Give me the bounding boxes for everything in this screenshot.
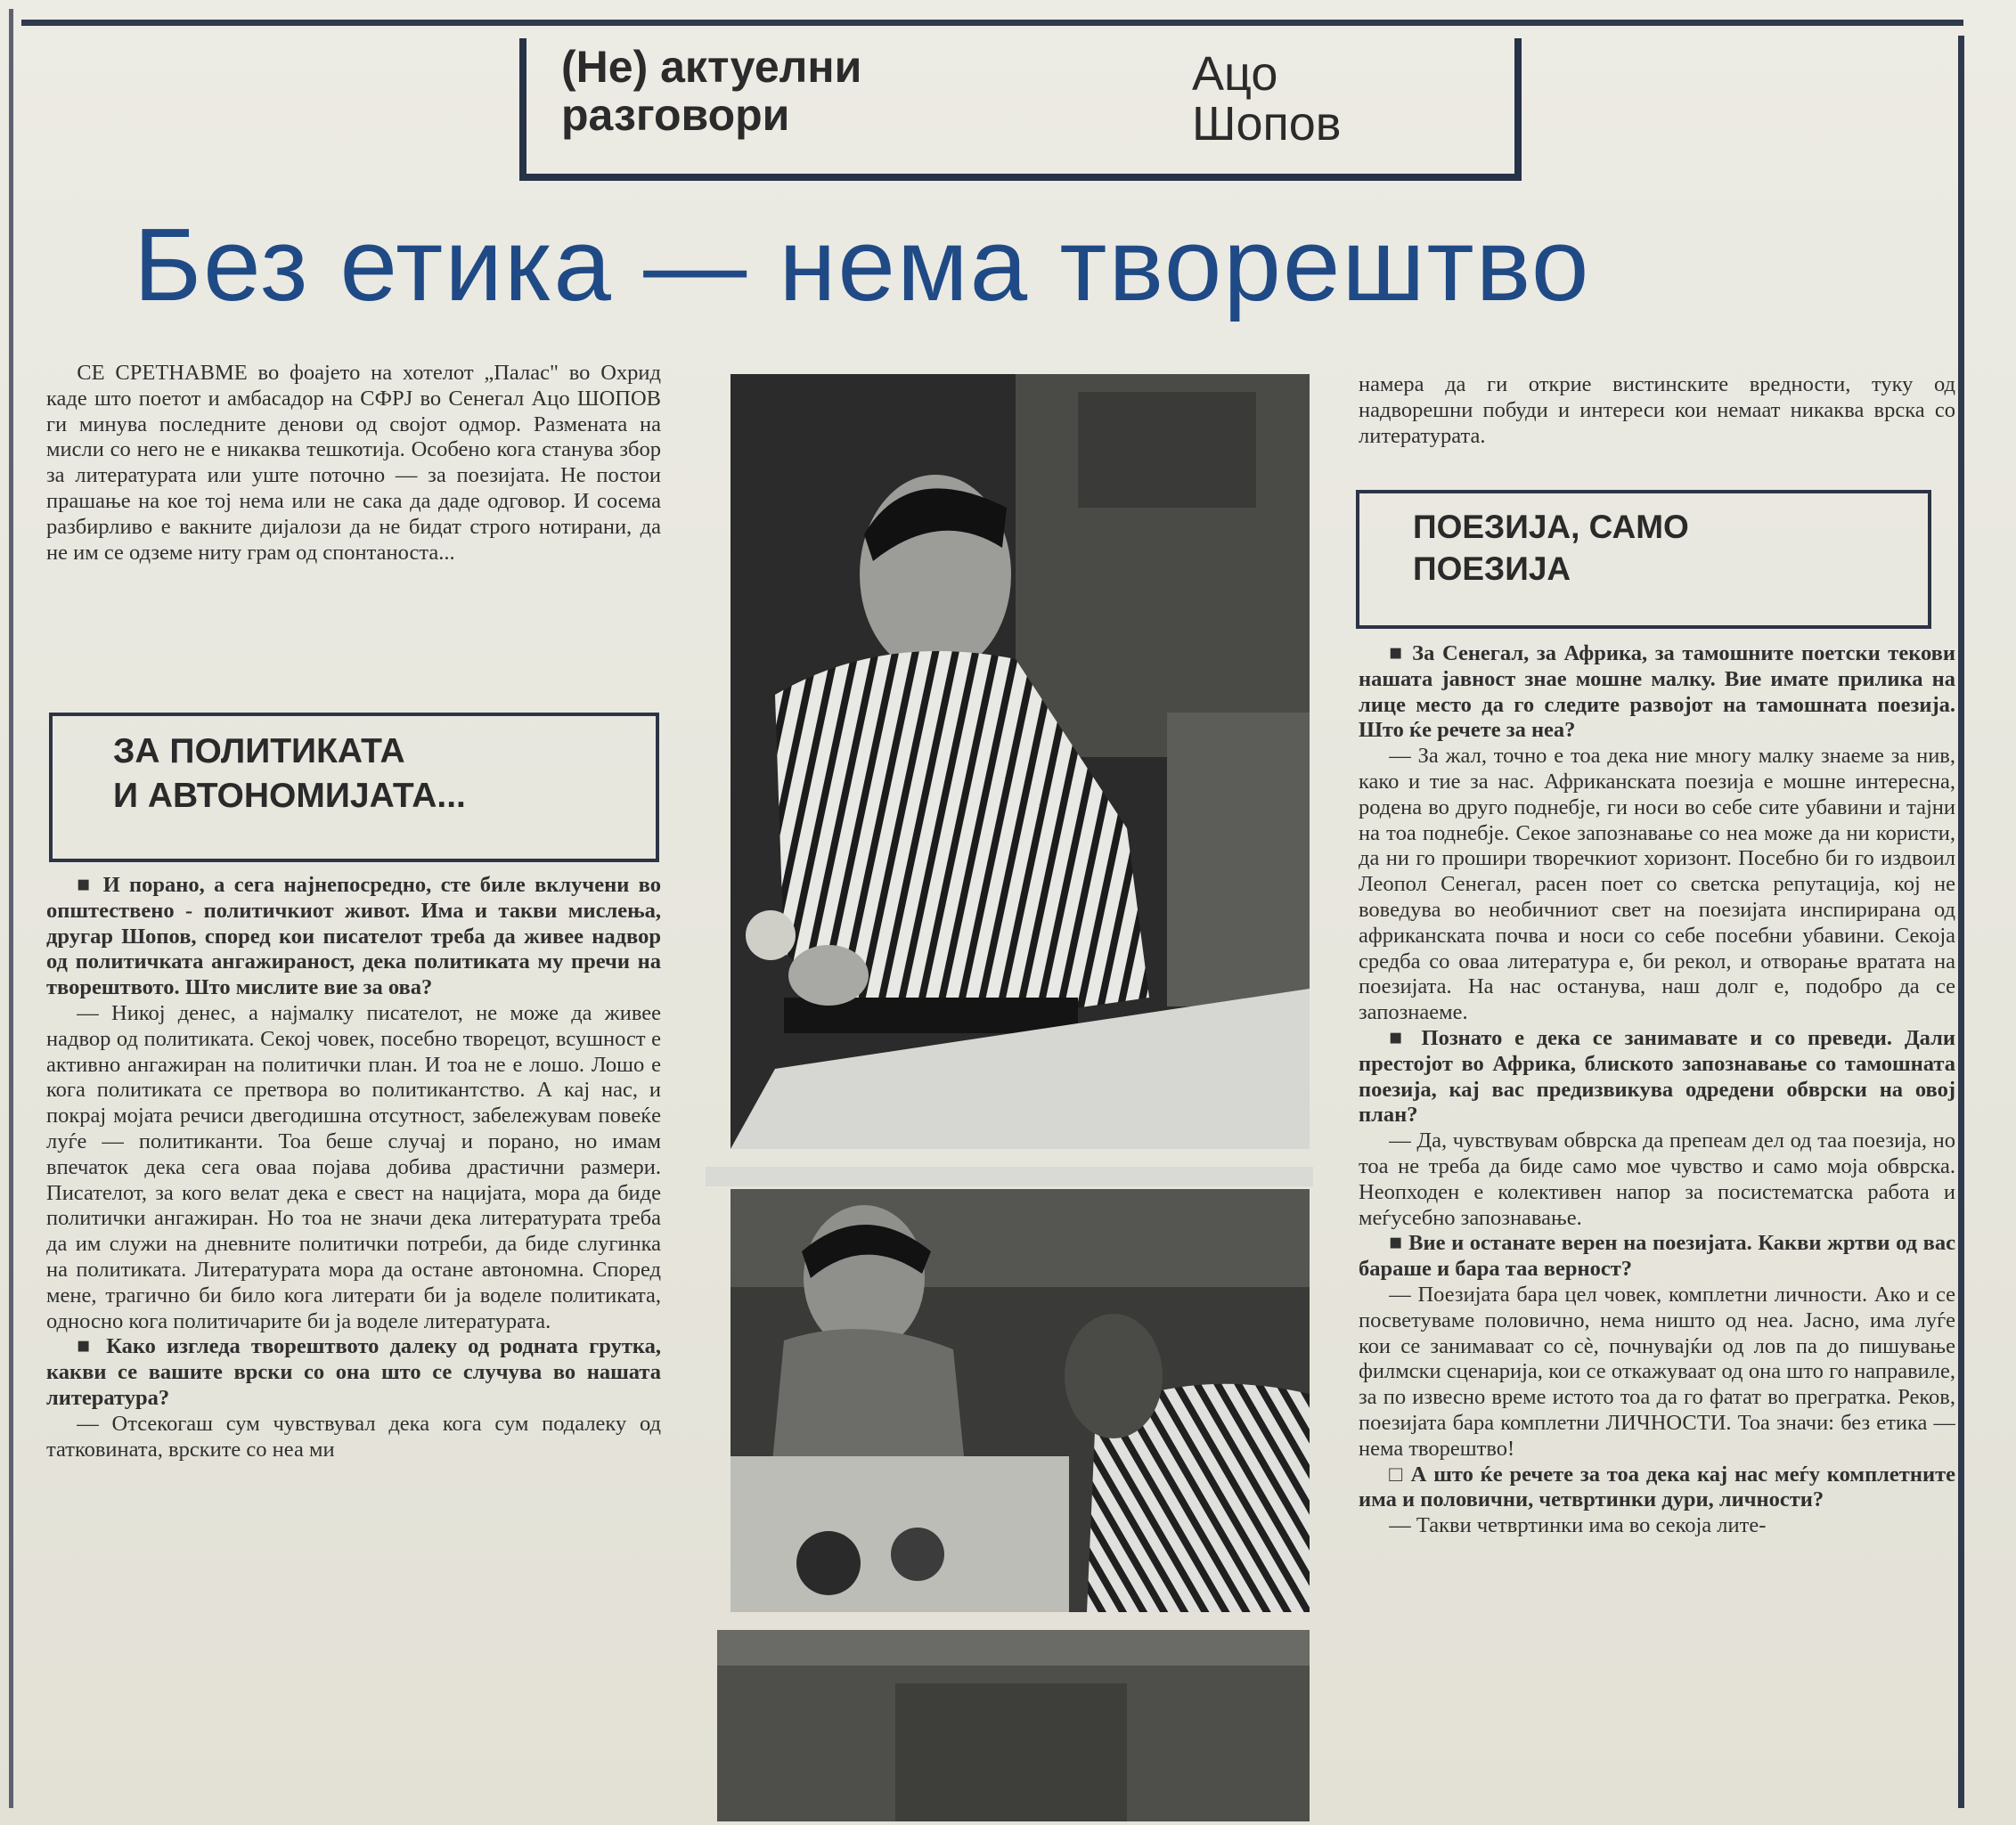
frame-top-rule (21, 20, 1963, 26)
answer-paragraph: — Поезијата бара цел човек, комплетни личности. Ако и се посветуваме половично, нема ништо од неа. Јасно, има луѓе кои се занимаваат со сè, почнувајќи од лов па до пишување филмски сценарија, кои се откажуваат од она што го направиле, за по извесно време истото тоа да го фатат во прегратка. Реков, поезијата бара комплетни ЛИЧНОСТИ. Тоа значи: без етика — нема творештво! (1359, 1282, 1955, 1461)
question-paragraph: ■ За Сенегал, за Африка, за тамошните поетски текови нашата јавност знае мошне малку. Вие имате прилика на лице место да го следите развојот на тамошната поезија. Што ќе речете за неа? (1359, 641, 1955, 743)
answer-paragraph: — За жал, точно е тоа дека ние многу малку знаеме за нив, како и тие за нас. Африканската поезија е мошне интересна, родена во друго поднебје, ги носи во себе сите убавини и тајни на тоа поднебје. Секое запознавање со неа може да ни користи, да ни го прошири творечкиот хоризонт. Посебно би го издвоил Леопол Сенегал, расен поет со светска репутација, кој не воведува во необичниот свет на поезијата инспирирана од африканската почва и носи со себе посебни убавини. Секоја средба со оваа литература е, би рекол, и отворање вратата на поезијата. На нас останува, наш долг е, подобро да се запознаеме. (1359, 744, 1955, 1025)
frame-right-rule (1958, 36, 1964, 1808)
portrait-photo-image (730, 374, 1310, 1149)
bottom-photo-strip (717, 1630, 1310, 1821)
frame-left-rule (9, 9, 13, 1808)
table-scene-photo-image (730, 1189, 1310, 1612)
right-column-text (1359, 641, 1955, 1821)
question-text: А што ќе речете за тоа дека кај нас меѓу комплетните има и половични, четвртинки дури, личности? (1359, 1462, 1955, 1512)
right-subheading: ПОЕЗИЈА, САМО ПОЕЗИЈА (1356, 490, 1931, 629)
question-paragraph: □ А што ќе речете за тоа дека кај нас меѓу комплетните има и половични, четвртинки дури, личности? (1359, 1462, 1955, 1512)
continued-paragraph: намера да ги открие вистинските вредности, туку од надворешни побуди и интереси кои немаат никаква врска со литературата. (1359, 372, 1955, 448)
question-text: И порано, а сега најнепосредно, сте биле вклучени во општествено - политичкиот живот. Има и такви мислења, другар Шопов, според кои писателот треба да живее надвор од политичката ангажираност, дека политиката му пречи на творештвото. Што мислите вие за ова? (46, 873, 661, 1000)
portrait-photo (730, 374, 1310, 1149)
photo-separator (706, 1167, 1313, 1186)
right-column-top-text (1359, 372, 1955, 449)
question-paragraph: ■ Како изгледа творештвото далеку од родната грутка, какви се вашите врски со она што се случува во нашата литература? (46, 1334, 661, 1410)
left-column-text (46, 873, 661, 1821)
article-headline: Без етика — нема творештво (134, 207, 1591, 322)
answer-paragraph: — Отсекогаш сум чувствувал дека кога сум подалеку од татковината, врските со неа ми (46, 1411, 661, 1462)
answer-paragraph: — Никој денес, а најмалку писателот, не може да живее надвор од политиката. Секој човек, посебно творецот, всушност е активно ангажиран на политички план. И тоа не е лошо. Лошо е кога политиката се претвора во политикантство. А кај нас, и покрај мојата речиси двегодишна отсутност, забележувам повеќе луѓе — политиканти. Тоа беше случај и порано, но имам впечаток дека сега оваа појава добива драстични размери. Писателот, за кого велат дека е свест на нацијата, мора да биде политички ангажиран. Но тоа не значи дека литературата треба да им служи на дневните политички потреби, да биде слугинка на политиката. Литературата мора да остане автономна. Според мене, трагично би било кога литерати би ја воделе политиката, односно кога политичарите би ја воделе литературата. (46, 1000, 661, 1333)
bottom-photo-image (717, 1630, 1310, 1821)
left-subheading: ЗА ПОЛИТИКАТА И АВТОНОМИЈАТА... (49, 713, 659, 862)
question-paragraph: ■ И порано, а сега најнепосредно, сте биле вклучени во општествено - политичкиот живот. Има и такви мислења, другар Шопов, според кои писателот треба да живее надвор од политичката ангажираност, дека политиката му пречи на творештвото. Што мислите вие за ова? (46, 873, 661, 1000)
question-paragraph: ■ Познато е дека се занимавате и со преведи. Дали престојот во Африка, блиското запознавање со тамошната поезија, кај вас предизвикува одредени обврски на овој план? (1359, 1025, 1955, 1128)
author-name: Ацо Шопов (1192, 47, 1342, 151)
question-text: Вие и останате верен на поезијата. Какви жртви од вас бараше и бара таа верност? (1359, 1231, 1955, 1282)
series-title: (Не) актуелни разговори (561, 42, 862, 140)
answer-paragraph: — Такви четвртинки има во секоја лите- (1389, 1513, 1767, 1538)
question-text: Како изгледа творештвото далеку од родната грутка, какви се вашите врски со она што се случува во нашата литература? (46, 1334, 661, 1410)
question-text: Познато е дека се занимавате и со преведи. Дали престојот во Африка, блиското запознавање со тамошната поезија, кај вас предизвикува одредени обврски на овој план? (1359, 1025, 1955, 1128)
intro-text: СЕ СРЕТНАВМЕ во фоајето на хотелот „Палас" во Охрид каде што поетот и амбасадор на СФРЈ во Сенегал Ацо ШОПОВ ги минува последните денови од својот одмор. Размената на мисли со него не е никаква тешкотија. Особено кога станува збор за литературата или уште поточно — за поезијата. Не постои прашање на кое тој нема или не сака да даде одговор. И сосема разбирливо е вакните дијалози да не бидат строго нотирани, да не им се одземе ниту грам од спонтаноста... (46, 361, 661, 565)
intro-paragraph (46, 361, 661, 566)
table-scene-photo (730, 1189, 1310, 1612)
answer-paragraph: — Да, чувствувам обврска да препеам дел од таа поезија, но тоа не треба да биде само мое чувство и само моја обврска. Неопходен е колективен напор за посистематска работа и меѓусебно запознавање. (1359, 1128, 1955, 1230)
question-text: За Сенегал, за Африка, за тамошните поетски текови нашата јавност знае мошне малку. Вие имате прилика на лице место да го следите развојот на тамошната поезија. Што ќе речете за неа? (1359, 641, 1955, 743)
question-paragraph: ■ Вие и останате верен на поезијата. Какви жртви од вас бараше и бара таа верност? (1359, 1231, 1955, 1282)
